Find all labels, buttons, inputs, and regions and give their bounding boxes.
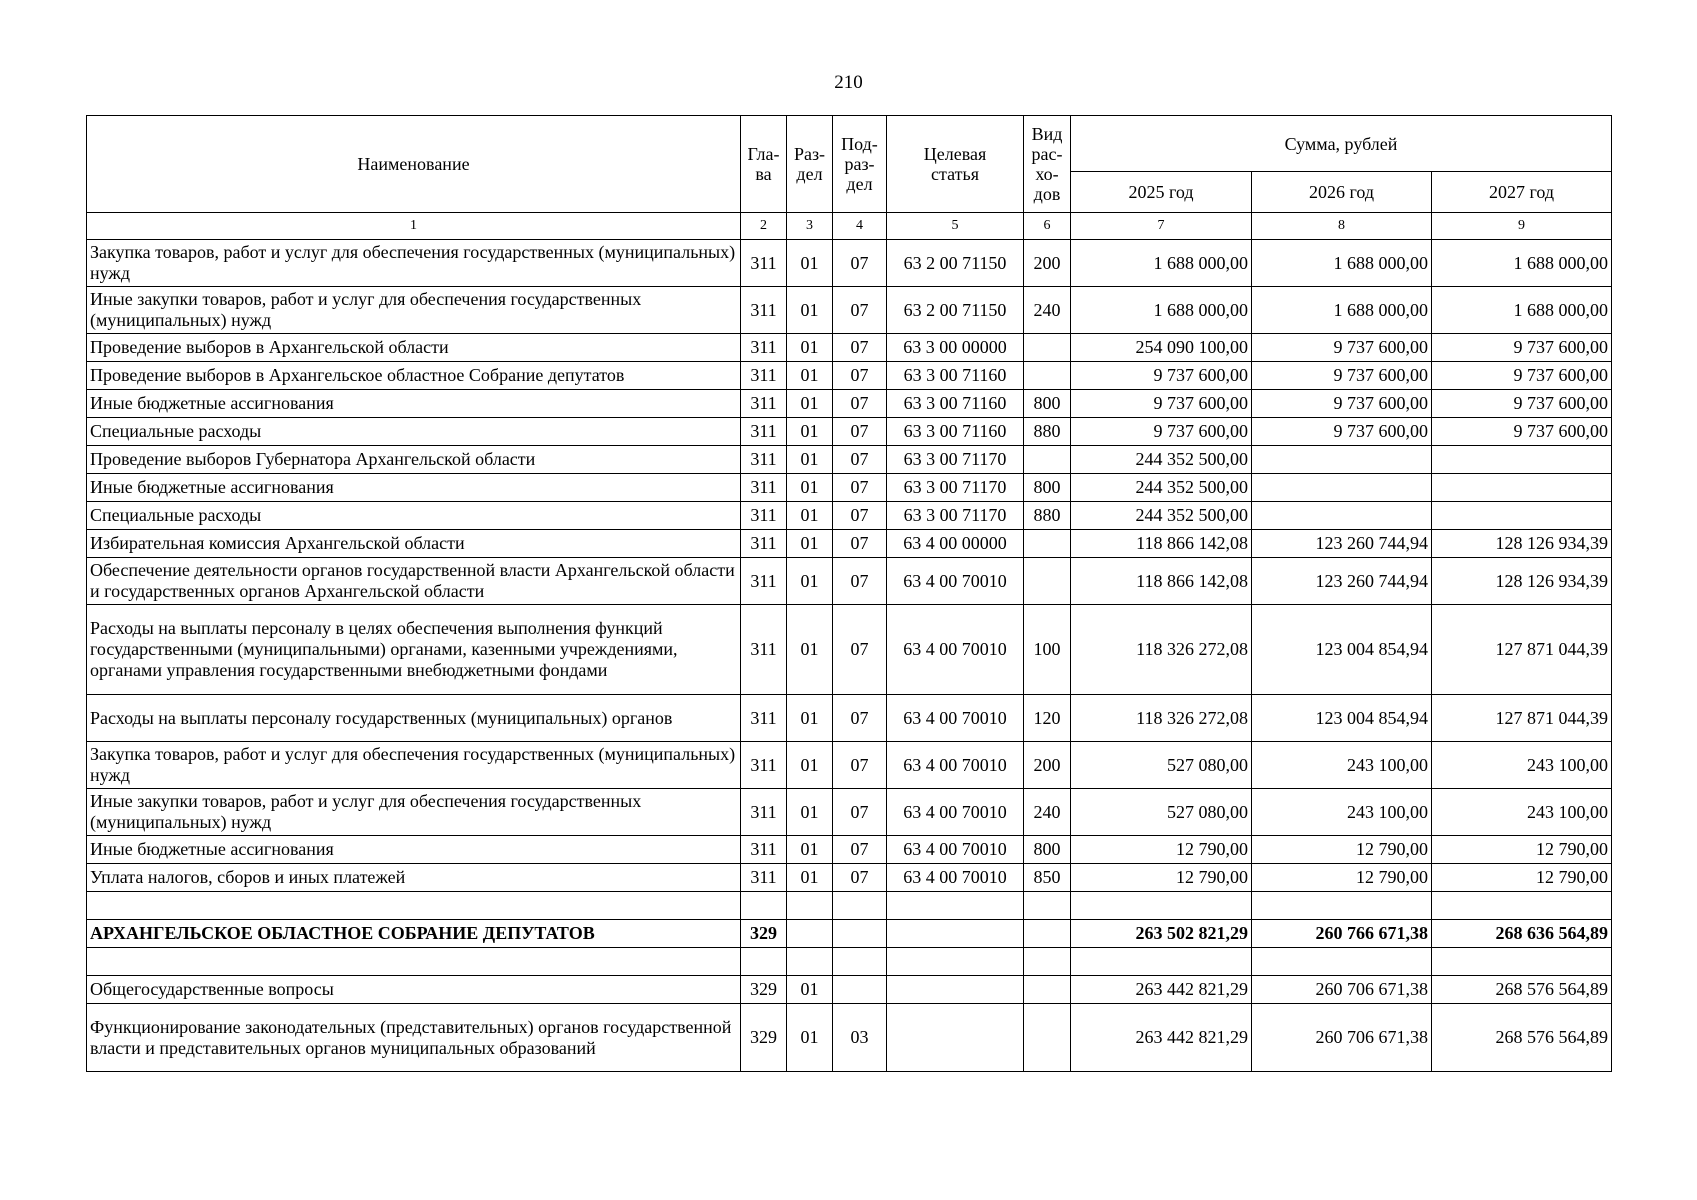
row-sum-2026: 243 100,00 <box>1252 742 1432 789</box>
table-row <box>87 920 1612 948</box>
row-sum-2027: 12 790,00 <box>1432 864 1612 892</box>
row-sum-2025: 12 790,00 <box>1071 836 1252 864</box>
row-tselevaya-statya: 63 3 00 71160 <box>887 418 1024 446</box>
row-razdel <box>787 920 833 948</box>
row-name: АРХАНГЕЛЬСКОЕ ОБЛАСТНОЕ СОБРАНИЕ ДЕПУТАТОВ <box>87 920 741 948</box>
row-glava: 311 <box>741 474 787 502</box>
row-sum-2025: 118 866 142,08 <box>1071 558 1252 605</box>
row-podrazdel: 03 <box>833 1004 887 1072</box>
row-sum-2025: 9 737 600,00 <box>1071 390 1252 418</box>
row-sum-2027: 9 737 600,00 <box>1432 362 1612 390</box>
row-podrazdel: 07 <box>833 864 887 892</box>
row-sum-2025: 118 866 142,08 <box>1071 530 1252 558</box>
row-vid-raskhodov <box>1024 334 1071 362</box>
row-name: Проведение выборов Губернатора Архангельской области <box>87 446 741 474</box>
row-sum-2027: 9 737 600,00 <box>1432 390 1612 418</box>
column-number: 7 <box>1071 213 1252 240</box>
row-sum-2027: 9 737 600,00 <box>1432 418 1612 446</box>
row-name: Иные бюджетные ассигнования <box>87 390 741 418</box>
row-sum-2027: 1 688 000,00 <box>1432 240 1612 287</box>
row-tselevaya-statya: 63 4 00 70010 <box>887 742 1024 789</box>
row-sum-2026: 260 766 671,38 <box>1252 920 1432 948</box>
row-sum-2026: 9 737 600,00 <box>1252 390 1432 418</box>
row-sum-2026 <box>1252 502 1432 530</box>
row-name: Иные закупки товаров, работ и услуг для обеспечения государственных (муниципальных) нужд <box>87 287 741 334</box>
row-name <box>87 892 741 920</box>
row-sum-2025: 12 790,00 <box>1071 864 1252 892</box>
header-glava: Гла- ва <box>741 116 787 213</box>
row-sum-2026: 123 004 854,94 <box>1252 605 1432 695</box>
row-vid-raskhodov: 800 <box>1024 474 1071 502</box>
row-sum-2026: 12 790,00 <box>1252 864 1432 892</box>
row-razdel: 01 <box>787 836 833 864</box>
row-tselevaya-statya: 63 3 00 71160 <box>887 390 1024 418</box>
row-razdel <box>787 892 833 920</box>
table-row <box>87 892 1612 920</box>
row-sum-2026 <box>1252 948 1432 976</box>
row-razdel: 01 <box>787 502 833 530</box>
table-header <box>87 116 1612 240</box>
row-glava: 311 <box>741 502 787 530</box>
row-sum-2026 <box>1252 446 1432 474</box>
row-tselevaya-statya: 63 3 00 71160 <box>887 362 1024 390</box>
row-tselevaya-statya <box>887 948 1024 976</box>
row-tselevaya-statya: 63 4 00 00000 <box>887 530 1024 558</box>
budget-table <box>86 115 1612 1072</box>
row-glava: 329 <box>741 920 787 948</box>
row-glava: 311 <box>741 864 787 892</box>
row-tselevaya-statya: 63 4 00 70010 <box>887 605 1024 695</box>
row-podrazdel: 07 <box>833 287 887 334</box>
row-sum-2025: 263 442 821,29 <box>1071 976 1252 1004</box>
row-glava: 329 <box>741 976 787 1004</box>
row-sum-2025: 254 090 100,00 <box>1071 334 1252 362</box>
row-razdel: 01 <box>787 976 833 1004</box>
row-tselevaya-statya <box>887 976 1024 1004</box>
row-sum-2027: 243 100,00 <box>1432 742 1612 789</box>
row-podrazdel: 07 <box>833 789 887 836</box>
row-sum-2025: 527 080,00 <box>1071 742 1252 789</box>
row-sum-2026 <box>1252 474 1432 502</box>
row-sum-2027: 243 100,00 <box>1432 789 1612 836</box>
row-vid-raskhodov <box>1024 920 1071 948</box>
header-razdel: Раз- дел <box>787 116 833 213</box>
row-tselevaya-statya: 63 4 00 70010 <box>887 558 1024 605</box>
table-row <box>87 240 1612 287</box>
row-razdel: 01 <box>787 742 833 789</box>
row-glava <box>741 948 787 976</box>
row-sum-2025: 263 502 821,29 <box>1071 920 1252 948</box>
row-sum-2026 <box>1252 892 1432 920</box>
table-row <box>87 836 1612 864</box>
row-razdel: 01 <box>787 695 833 742</box>
row-tselevaya-statya <box>887 920 1024 948</box>
row-sum-2026: 123 004 854,94 <box>1252 695 1432 742</box>
row-podrazdel: 07 <box>833 446 887 474</box>
row-glava: 311 <box>741 742 787 789</box>
row-sum-2027: 1 688 000,00 <box>1432 287 1612 334</box>
row-sum-2026: 1 688 000,00 <box>1252 240 1432 287</box>
row-vid-raskhodov <box>1024 558 1071 605</box>
row-sum-2025: 244 352 500,00 <box>1071 502 1252 530</box>
header-year-2027: 2027 год <box>1432 172 1612 213</box>
row-sum-2026: 9 737 600,00 <box>1252 334 1432 362</box>
row-sum-2025: 1 688 000,00 <box>1071 240 1252 287</box>
row-tselevaya-statya: 63 3 00 71170 <box>887 446 1024 474</box>
row-vid-raskhodov: 240 <box>1024 287 1071 334</box>
row-sum-2025: 527 080,00 <box>1071 789 1252 836</box>
row-tselevaya-statya: 63 2 00 71150 <box>887 240 1024 287</box>
row-tselevaya-statya <box>887 892 1024 920</box>
row-razdel: 01 <box>787 789 833 836</box>
table-row <box>87 446 1612 474</box>
row-glava: 311 <box>741 334 787 362</box>
row-podrazdel: 07 <box>833 695 887 742</box>
row-vid-raskhodov: 880 <box>1024 502 1071 530</box>
table-row <box>87 789 1612 836</box>
row-name: Иные закупки товаров, работ и услуг для обеспечения государственных (муниципальных) нужд <box>87 789 741 836</box>
column-number: 2 <box>741 213 787 240</box>
row-sum-2027 <box>1432 474 1612 502</box>
column-numbers-row <box>87 213 1612 240</box>
row-glava: 329 <box>741 1004 787 1072</box>
row-name: Обеспечение деятельности органов государственной власти Архангельской области и государственных органов Архангельской области <box>87 558 741 605</box>
table-row <box>87 502 1612 530</box>
row-tselevaya-statya: 63 4 00 70010 <box>887 864 1024 892</box>
row-sum-2027: 127 871 044,39 <box>1432 695 1612 742</box>
row-sum-2027: 268 636 564,89 <box>1432 920 1612 948</box>
row-sum-2025: 118 326 272,08 <box>1071 695 1252 742</box>
column-number: 5 <box>887 213 1024 240</box>
row-name: Расходы на выплаты персоналу в целях обеспечения выполнения функций государственными (муниципальными) органами, казенными учреждениями, органами управления государственными внебюджетными фондами <box>87 605 741 695</box>
row-tselevaya-statya: 63 3 00 71170 <box>887 474 1024 502</box>
header-vid-raskhodov: Вид рас- хо- дов <box>1024 116 1071 213</box>
row-name: Специальные расходы <box>87 502 741 530</box>
row-name: Функционирование законодательных (представительных) органов государственной власти и представительных органов муниципальных образований <box>87 1004 741 1072</box>
row-sum-2027 <box>1432 948 1612 976</box>
row-razdel: 01 <box>787 530 833 558</box>
row-name: Проведение выборов в Архангельской области <box>87 334 741 362</box>
row-razdel: 01 <box>787 864 833 892</box>
table-row <box>87 530 1612 558</box>
row-podrazdel <box>833 920 887 948</box>
row-sum-2027 <box>1432 502 1612 530</box>
row-glava: 311 <box>741 530 787 558</box>
row-tselevaya-statya: 63 3 00 00000 <box>887 334 1024 362</box>
row-glava: 311 <box>741 446 787 474</box>
table-row <box>87 287 1612 334</box>
row-name: Уплата налогов, сборов и иных платежей <box>87 864 741 892</box>
table-row <box>87 474 1612 502</box>
row-razdel: 01 <box>787 474 833 502</box>
row-glava: 311 <box>741 418 787 446</box>
row-vid-raskhodov: 800 <box>1024 390 1071 418</box>
header-name: Наименование <box>87 116 741 213</box>
row-name: Расходы на выплаты персоналу государственных (муниципальных) органов <box>87 695 741 742</box>
header-tselevaya-statya: Целевая статья <box>887 116 1024 213</box>
row-glava: 311 <box>741 390 787 418</box>
column-number: 1 <box>87 213 741 240</box>
row-vid-raskhodov <box>1024 362 1071 390</box>
row-podrazdel <box>833 948 887 976</box>
table-row <box>87 334 1612 362</box>
row-razdel: 01 <box>787 362 833 390</box>
row-sum-2026: 260 706 671,38 <box>1252 1004 1432 1072</box>
row-vid-raskhodov: 200 <box>1024 240 1071 287</box>
row-sum-2026: 243 100,00 <box>1252 789 1432 836</box>
row-podrazdel: 07 <box>833 530 887 558</box>
row-sum-2025: 9 737 600,00 <box>1071 362 1252 390</box>
row-glava: 311 <box>741 558 787 605</box>
row-podrazdel <box>833 892 887 920</box>
row-sum-2026: 12 790,00 <box>1252 836 1432 864</box>
row-podrazdel <box>833 976 887 1004</box>
row-sum-2026: 1 688 000,00 <box>1252 287 1432 334</box>
header-summa: Сумма, рублей <box>1071 116 1612 172</box>
column-number: 4 <box>833 213 887 240</box>
row-name: Закупка товаров, работ и услуг для обеспечения государственных (муниципальных) нужд <box>87 240 741 287</box>
row-sum-2027: 128 126 934,39 <box>1432 558 1612 605</box>
column-number: 8 <box>1252 213 1432 240</box>
row-sum-2026: 123 260 744,94 <box>1252 558 1432 605</box>
row-name: Избирательная комиссия Архангельской области <box>87 530 741 558</box>
row-glava: 311 <box>741 287 787 334</box>
header-podrazdel: Под- раз- дел <box>833 116 887 213</box>
header-year-2025: 2025 год <box>1071 172 1252 213</box>
row-tselevaya-statya: 63 4 00 70010 <box>887 836 1024 864</box>
row-sum-2025: 244 352 500,00 <box>1071 446 1252 474</box>
table-row <box>87 362 1612 390</box>
row-sum-2027: 268 576 564,89 <box>1432 976 1612 1004</box>
row-razdel: 01 <box>787 418 833 446</box>
row-vid-raskhodov <box>1024 446 1071 474</box>
row-razdel: 01 <box>787 287 833 334</box>
row-vid-raskhodov <box>1024 892 1071 920</box>
table-row <box>87 418 1612 446</box>
row-razdel: 01 <box>787 558 833 605</box>
row-name: Общегосударственные вопросы <box>87 976 741 1004</box>
row-sum-2027 <box>1432 892 1612 920</box>
table-row <box>87 558 1612 605</box>
row-tselevaya-statya: 63 2 00 71150 <box>887 287 1024 334</box>
row-podrazdel: 07 <box>833 334 887 362</box>
row-glava: 311 <box>741 362 787 390</box>
row-vid-raskhodov: 120 <box>1024 695 1071 742</box>
row-podrazdel: 07 <box>833 418 887 446</box>
row-glava: 311 <box>741 240 787 287</box>
table-row <box>87 864 1612 892</box>
row-sum-2027: 268 576 564,89 <box>1432 1004 1612 1072</box>
row-razdel: 01 <box>787 605 833 695</box>
row-vid-raskhodov <box>1024 976 1071 1004</box>
row-name: Проведение выборов в Архангельское областное Собрание депутатов <box>87 362 741 390</box>
row-vid-raskhodov <box>1024 948 1071 976</box>
row-vid-raskhodov: 100 <box>1024 605 1071 695</box>
row-glava: 311 <box>741 605 787 695</box>
row-sum-2025 <box>1071 892 1252 920</box>
row-vid-raskhodov <box>1024 530 1071 558</box>
row-razdel: 01 <box>787 334 833 362</box>
row-razdel: 01 <box>787 390 833 418</box>
row-podrazdel: 07 <box>833 558 887 605</box>
row-tselevaya-statya <box>887 1004 1024 1072</box>
row-sum-2025: 263 442 821,29 <box>1071 1004 1252 1072</box>
row-razdel: 01 <box>787 240 833 287</box>
table-row <box>87 390 1612 418</box>
row-glava: 311 <box>741 789 787 836</box>
table-row <box>87 1004 1612 1072</box>
row-podrazdel: 07 <box>833 362 887 390</box>
row-sum-2025 <box>1071 948 1252 976</box>
row-vid-raskhodov: 200 <box>1024 742 1071 789</box>
table-row <box>87 605 1612 695</box>
row-sum-2025: 9 737 600,00 <box>1071 418 1252 446</box>
table-body <box>87 240 1612 1072</box>
row-glava <box>741 892 787 920</box>
row-podrazdel: 07 <box>833 502 887 530</box>
row-tselevaya-statya: 63 4 00 70010 <box>887 789 1024 836</box>
row-name: Закупка товаров, работ и услуг для обеспечения государственных (муниципальных) нужд <box>87 742 741 789</box>
row-sum-2027: 128 126 934,39 <box>1432 530 1612 558</box>
row-vid-raskhodov: 850 <box>1024 864 1071 892</box>
row-vid-raskhodov: 800 <box>1024 836 1071 864</box>
row-name <box>87 948 741 976</box>
header-year-2026: 2026 год <box>1252 172 1432 213</box>
column-number: 6 <box>1024 213 1071 240</box>
table-row <box>87 976 1612 1004</box>
row-name: Иные бюджетные ассигнования <box>87 836 741 864</box>
row-name: Специальные расходы <box>87 418 741 446</box>
row-sum-2026: 9 737 600,00 <box>1252 362 1432 390</box>
row-tselevaya-statya: 63 4 00 70010 <box>887 695 1024 742</box>
row-vid-raskhodov: 880 <box>1024 418 1071 446</box>
page-number: 210 <box>834 72 863 93</box>
row-sum-2027 <box>1432 446 1612 474</box>
row-glava: 311 <box>741 836 787 864</box>
table-row <box>87 948 1612 976</box>
row-podrazdel: 07 <box>833 605 887 695</box>
row-razdel: 01 <box>787 1004 833 1072</box>
table-row <box>87 695 1612 742</box>
table-row <box>87 742 1612 789</box>
column-number: 3 <box>787 213 833 240</box>
row-sum-2025: 1 688 000,00 <box>1071 287 1252 334</box>
row-razdel: 01 <box>787 446 833 474</box>
row-razdel <box>787 948 833 976</box>
row-sum-2026: 123 260 744,94 <box>1252 530 1432 558</box>
column-number: 9 <box>1432 213 1612 240</box>
row-podrazdel: 07 <box>833 474 887 502</box>
row-podrazdel: 07 <box>833 240 887 287</box>
row-vid-raskhodov <box>1024 1004 1071 1072</box>
row-sum-2025: 244 352 500,00 <box>1071 474 1252 502</box>
row-sum-2027: 127 871 044,39 <box>1432 605 1612 695</box>
row-glava: 311 <box>741 695 787 742</box>
row-sum-2027: 9 737 600,00 <box>1432 334 1612 362</box>
row-podrazdel: 07 <box>833 742 887 789</box>
row-sum-2027: 12 790,00 <box>1432 836 1612 864</box>
row-tselevaya-statya: 63 3 00 71170 <box>887 502 1024 530</box>
row-sum-2026: 9 737 600,00 <box>1252 418 1432 446</box>
row-name: Иные бюджетные ассигнования <box>87 474 741 502</box>
row-podrazdel: 07 <box>833 390 887 418</box>
row-sum-2025: 118 326 272,08 <box>1071 605 1252 695</box>
row-vid-raskhodov: 240 <box>1024 789 1071 836</box>
row-podrazdel: 07 <box>833 836 887 864</box>
row-sum-2026: 260 706 671,38 <box>1252 976 1432 1004</box>
